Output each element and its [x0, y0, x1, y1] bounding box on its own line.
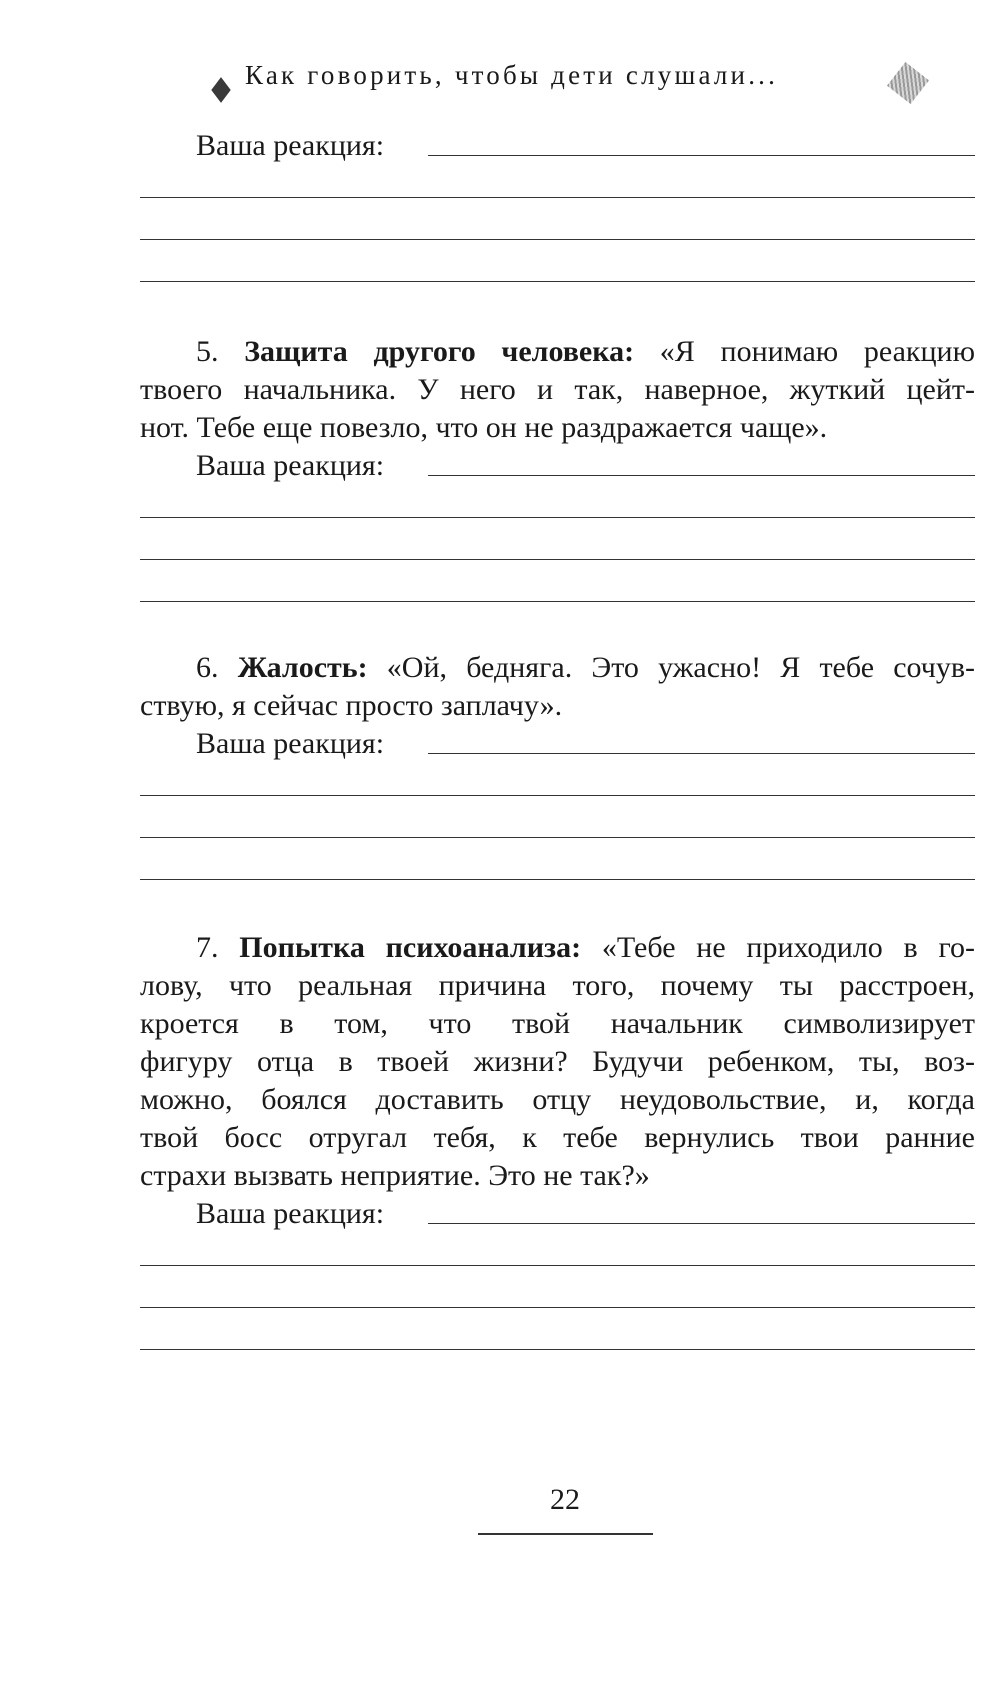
item-text-line: кроется в том, что твой начальник символизирует: [140, 1007, 975, 1040]
answer-line[interactable]: [140, 517, 975, 518]
item-text-line: твоего начальника. У него и так, наверное, жуткий цейт-: [140, 373, 975, 406]
item-text-line: твой босс отругал тебя, к тебе вернулись твои ранние: [140, 1121, 975, 1154]
reaction-label: Ваша реакция:: [196, 129, 385, 162]
diamond-ornament-icon: [211, 77, 230, 103]
answer-line[interactable]: [140, 1265, 975, 1266]
answer-line[interactable]: [428, 475, 975, 476]
answer-line[interactable]: [140, 837, 975, 838]
shaded-square-ornament-icon: [887, 62, 929, 104]
item-text-line: фигуру отца в твоей жизни? Будучи ребенком, ты, воз-: [140, 1045, 975, 1078]
item-text-line: можно, боялся доставить отцу неудовольствие, и, когда: [140, 1083, 975, 1116]
reaction-label: Ваша реакция:: [196, 449, 385, 482]
item-text: «Я понимаю реакцию: [659, 335, 975, 368]
answer-line[interactable]: [428, 155, 975, 156]
answer-line[interactable]: [428, 753, 975, 754]
item-number: 7.: [196, 931, 219, 964]
reaction-label: Ваша реакция:: [196, 1197, 385, 1230]
item-first-line: [196, 333, 975, 371]
footer-rule: [478, 1533, 653, 1535]
answer-line[interactable]: [140, 1307, 975, 1308]
item-heading: Защита другого человека:: [244, 335, 635, 368]
answer-line[interactable]: [140, 281, 975, 282]
answer-line[interactable]: [140, 197, 975, 198]
item-first-line: [196, 649, 975, 687]
running-header: [205, 60, 925, 104]
answer-line[interactable]: [140, 795, 975, 796]
item-text-line: страхи вызвать неприятие. Это не так?»: [140, 1159, 650, 1192]
page-number: 22: [550, 1483, 580, 1516]
reaction-label: Ваша реакция:: [196, 727, 385, 760]
answer-line[interactable]: [140, 559, 975, 560]
answer-line[interactable]: [428, 1223, 975, 1224]
item-text-line: нот. Тебе еще повезло, что он не раздражается чаще».: [140, 411, 828, 444]
item-text: «Тебе не приходило в го-: [601, 931, 976, 964]
item-text-line: ствую, я сейчас просто заплачу».: [140, 689, 563, 722]
answer-line[interactable]: [140, 1349, 975, 1350]
item-text-line: лову, что реальная причина того, почему ты расстроен,: [140, 969, 975, 1002]
item-number: 6.: [196, 651, 219, 684]
answer-line[interactable]: [140, 879, 975, 880]
header-title: Как говорить, чтобы дети слушали...: [245, 60, 779, 90]
item-text: «Ой, бедняга. Это ужасно! Я тебе сочув-: [386, 651, 976, 684]
item-first-line: [196, 929, 975, 967]
item-number: 5.: [196, 335, 219, 368]
answer-line[interactable]: [140, 239, 975, 240]
item-heading: Жалость:: [237, 651, 368, 684]
answer-line[interactable]: [140, 601, 975, 602]
item-heading: Попытка психоанализа:: [239, 931, 582, 964]
